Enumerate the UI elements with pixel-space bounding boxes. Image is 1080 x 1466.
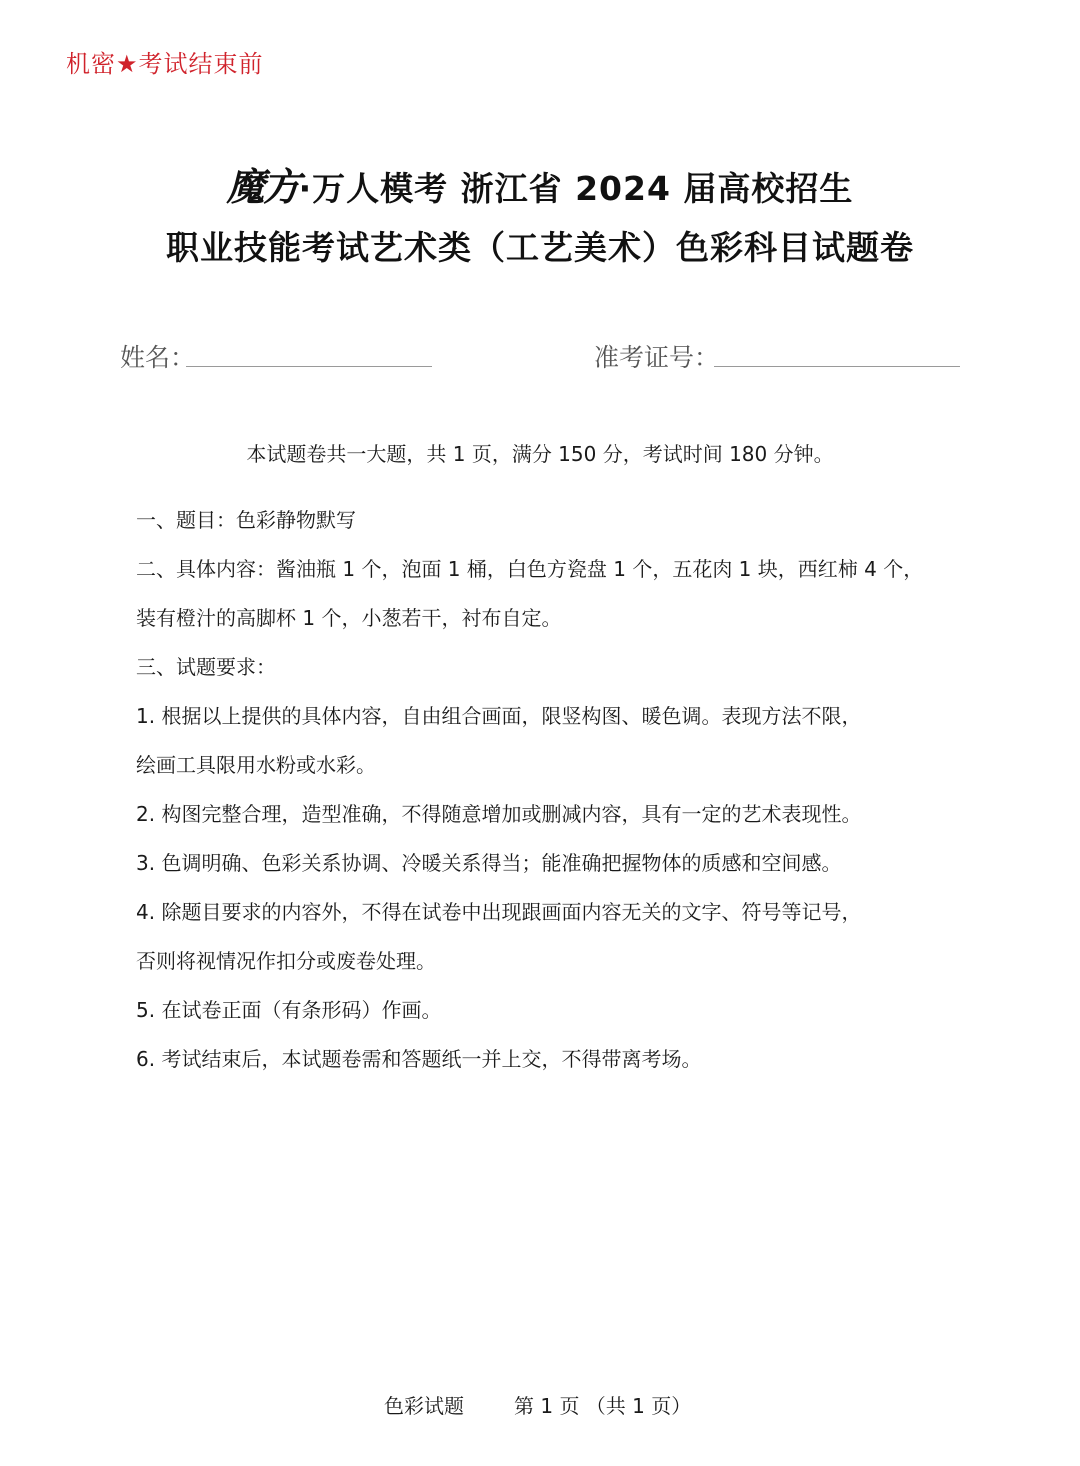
content-line: 3. 色调明确、色彩关系协调、冷暖关系得当；能准确把握物体的质感和空间感。: [136, 851, 842, 875]
content-line: 三、试题要求：: [136, 655, 276, 679]
name-field-line[interactable]: [186, 366, 432, 367]
content-line: 绘画工具限用水粉或水彩。: [136, 753, 376, 777]
footer-subject: 色彩试题: [384, 1394, 464, 1418]
content-line: 5. 在试卷正面（有条形码）作画。: [136, 998, 442, 1022]
exam-title-line-1: [0, 156, 1080, 211]
content-line: 否则将视情况作扣分或废卷处理。: [136, 949, 436, 973]
exam-id-label: 准考证号：: [594, 343, 720, 372]
content-line: 二、具体内容：酱油瓶 1 个，泡面 1 桶，白色方瓷盘 1 个，五花肉 1 块，西红柿 4 个，: [136, 557, 924, 581]
brand-logo: 魔方: [226, 164, 299, 209]
exam-title-line-2: 职业技能考试艺术类（工艺美术）色彩科目试题卷: [166, 228, 914, 267]
content-line: 装有橙汁的高脚杯 1 个，小葱若干，衬布自定。: [136, 606, 562, 630]
content-line: 6. 考试结束后，本试题卷需和答题纸一并上交，不得带离考场。: [136, 1047, 702, 1071]
content-line: 一、题目：色彩静物默写: [136, 508, 356, 532]
content-line: 1. 根据以上提供的具体内容，自由组合画面，限竖构图、暖色调。表现方法不限，: [136, 704, 862, 728]
exam-intro: 本试题卷共一大题，共 1 页，满分 150 分，考试时间 180 分钟。: [246, 442, 834, 466]
name-label: 姓名：: [120, 343, 196, 372]
exam-title-text: ·万人模考 浙江省 2024 届高校招生: [298, 169, 854, 208]
content-line: 4. 除题目要求的内容外，不得在试卷中出现跟画面内容无关的文字、符号等记号，: [136, 900, 862, 924]
confidential-notice: 机密★考试结束前: [66, 50, 264, 78]
footer-page-number: 第 1 页 （共 1 页）: [514, 1394, 692, 1418]
exam-id-field-line[interactable]: [714, 366, 960, 367]
content-line: 2. 构图完整合理，造型准确，不得随意增加或删减内容，具有一定的艺术表现性。: [136, 802, 862, 826]
